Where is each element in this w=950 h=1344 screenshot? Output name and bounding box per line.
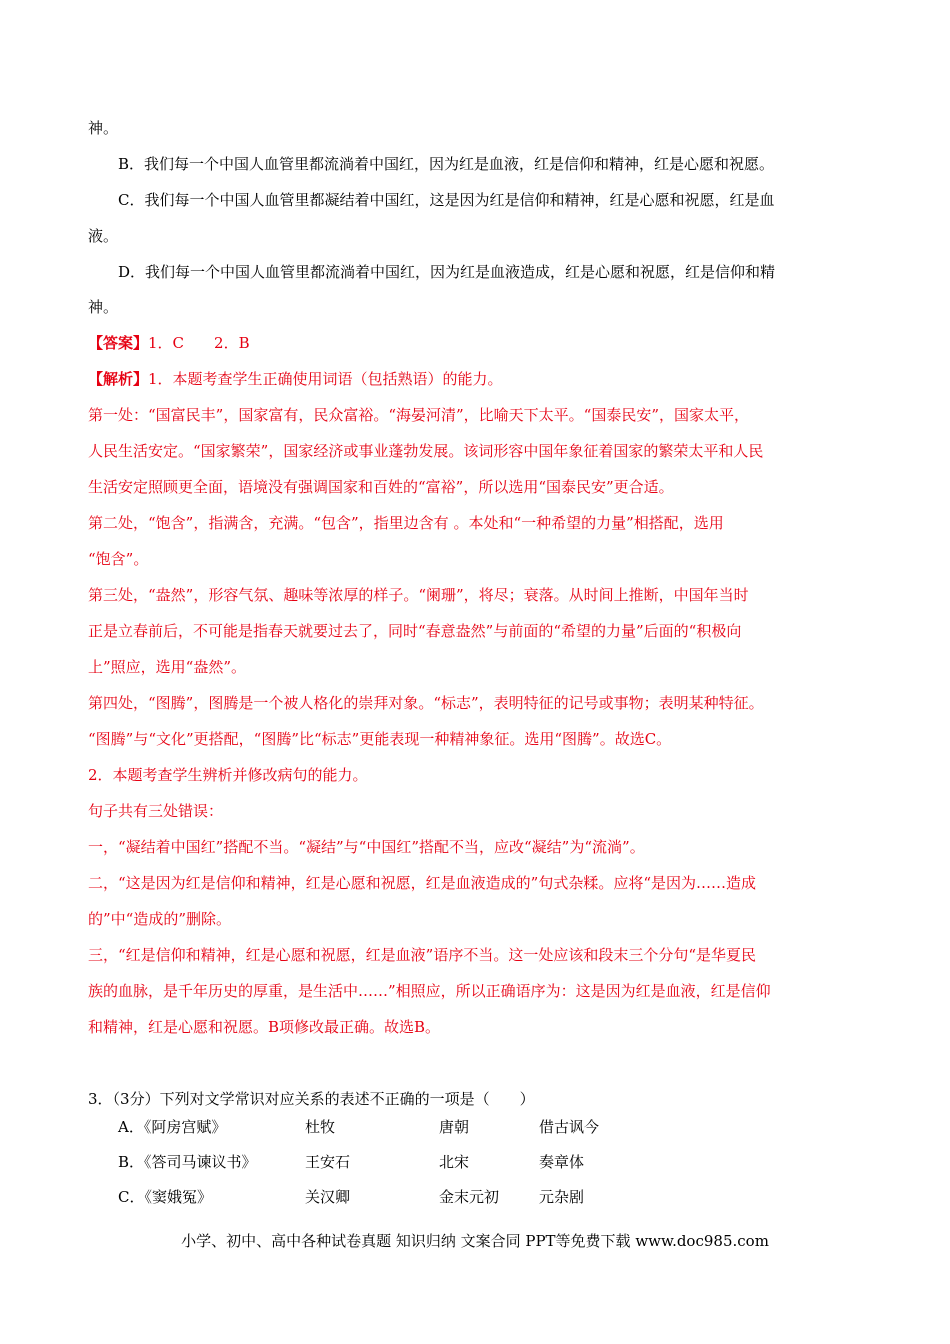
text-line: 第三处，“盎然”，形容气氛、趣味等浓厚的样子。“阑珊”，将尽；衰落。从时间上推断，中国年当时 (88, 586, 749, 604)
text-line: 神。 (88, 119, 119, 137)
text-line: 人民生活安定。“国家繁荣”，国家经济或事业蓬勃发展。该词形容中国年象征着国家的繁荣太平和人民 (88, 442, 764, 460)
answer-text: 1．C 2．B (148, 334, 250, 352)
text-line: 二，“这是因为红是信仰和精神，红是心愿和祝愿，红是血液造成的”句式杂糅。应将“是因为……造成 (88, 874, 757, 892)
text-line: 三，“红是信仰和精神，红是心愿和祝愿，红是血液”语序不当。这一处应该和段末三个分句“是华夏民 (88, 946, 757, 964)
answer-label: 【答案】 (88, 334, 149, 352)
text-line: 3．（3分）下列对文学常识对应关系的表述不正确的一项是（ ） (88, 1090, 535, 1108)
option-title: A．《阿房宫赋》 (118, 1118, 227, 1136)
text-line: 正是立春前后，不可能是指春天就要过去了，同时“春意盎然”与前面的“希望的力量”后面的“积极向 (88, 622, 742, 640)
text-line: 上”照应，选用“盎然”。 (88, 658, 247, 676)
text-line: B．我们每一个中国人血管里都流淌着中国红，因为红是血液，红是信仰和精神，红是心愿和祝愿。 (118, 155, 775, 173)
text-line: 神。 (88, 298, 119, 316)
text-line: 第二处，“饱含”，指满含，充满。“包含”，指里边含有 。本处和“一种希望的力量”相搭配，选用 (88, 514, 724, 532)
option-title: B．《答司马谏议书》 (118, 1153, 257, 1171)
text-line: 液。 (88, 227, 119, 245)
text-line: “饱含”。 (88, 550, 149, 568)
text-line: 2．本题考查学生辨析并修改病句的能力。 (88, 766, 368, 784)
text-line: 族的血脉，是千年历史的厚重，是生活中……”相照应，所以正确语序为：这是因为红是血液，红是信仰 (88, 982, 771, 1000)
option-author: 王安石 (305, 1153, 351, 1171)
option-author: 关汉卿 (305, 1188, 351, 1206)
answer-line (88, 333, 250, 353)
analysis-line (88, 369, 503, 389)
text-line: 句子共有三处错误： (88, 802, 224, 820)
text-line: D．我们每一个中国人血管里都流淌着中国红，因为红是血液造成，红是心愿和祝愿，红是信仰和精 (118, 263, 776, 281)
option-dynasty: 唐朝 (439, 1118, 470, 1136)
option-title: C．《窦娥冤》 (118, 1188, 212, 1206)
analysis-label: 【解析】 (88, 370, 149, 388)
text-line: 生活安定照顾更全面，语境没有强调国家和百姓的“富裕”，所以选用“国泰民安”更合适。 (88, 478, 674, 496)
text-line: 和精神，红是心愿和祝愿。B项修改最正确。故选B。 (88, 1018, 441, 1036)
option-genre: 奏章体 (539, 1153, 585, 1171)
text-line: 的”中“造成的”删除。 (88, 910, 232, 928)
option-dynasty: 北宋 (439, 1153, 470, 1171)
analysis-text: 1．本题考查学生正确使用词语（包括熟语）的能力。 (148, 370, 503, 388)
text-line: 一，“凝结着中国红”搭配不当。“凝结”与“中国红”搭配不当，应改“凝结”为“流淌”。 (88, 838, 645, 856)
option-genre: 元杂剧 (539, 1188, 585, 1206)
option-author: 杜牧 (305, 1118, 336, 1136)
text-line: 第四处，“图腾”，图腾是一个被人格化的崇拜对象。“标志”，表明特征的记号或事物；表明某种特征。 (88, 694, 764, 712)
text-line: C．我们每一个中国人血管里都凝结着中国红，这是因为红是信仰和精神，红是心愿和祝愿，红是血 (118, 191, 775, 209)
option-dynasty: 金末元初 (439, 1188, 500, 1206)
page-footer: 小学、初中、高中各种试卷真题 知识归纳 文案合同 PPT等免费下载 www.doc985.com (181, 1232, 769, 1250)
text-line: “图腾”与“文化”更搭配，“图腾”比“标志”更能表现一种精神象征。选用“图腾”。故选C。 (88, 730, 672, 748)
option-genre: 借古讽今 (539, 1118, 600, 1136)
text-line: 第一处：“国富民丰”，国家富有，民众富裕。“海晏河清”，比喻天下太平。“国泰民安”，国家太平， (88, 406, 750, 424)
